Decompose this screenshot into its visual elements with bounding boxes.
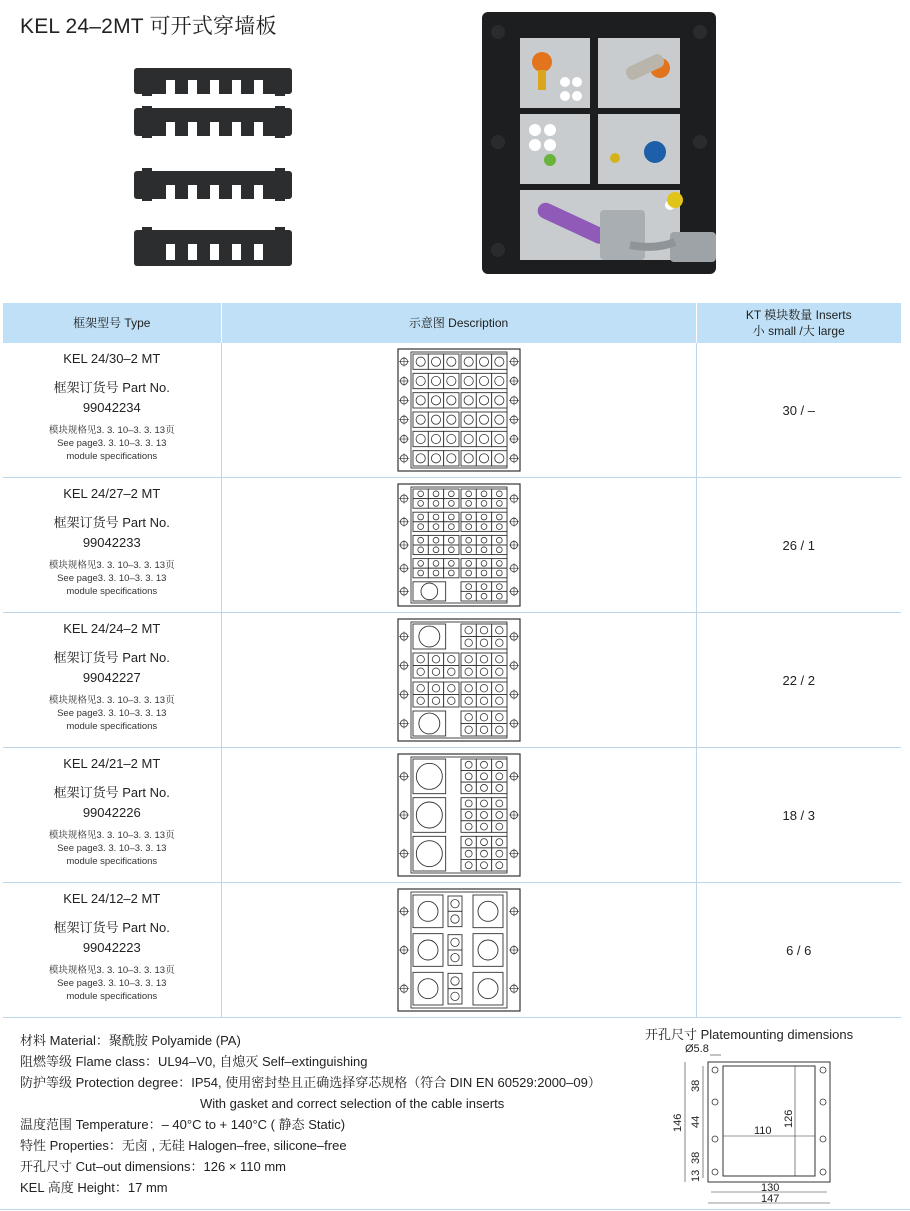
type-cell: [3, 343, 221, 478]
header-inserts: [696, 303, 901, 343]
dim-146: 146: [672, 1113, 684, 1132]
part-number: 99042223: [82, 940, 141, 955]
dim-130: 130: [761, 1182, 780, 1194]
spec-material: 材料 Material：聚酰胺 Polyamide (PA): [20, 1033, 241, 1048]
part-number: 99042233: [82, 535, 141, 550]
page-title: KEL 24–2MT 可开式穿墙板: [20, 15, 277, 38]
spec-properties: 特性 Properties：无卤 , 无硅 Halogen–free, silicone–free: [20, 1138, 347, 1153]
header-description: 示意图 Description: [221, 303, 696, 343]
inserts-count: 18 / 3: [696, 748, 901, 883]
type-name: KEL 24/24–2 MT: [63, 621, 161, 636]
table-header-row: [3, 303, 901, 343]
dim-13: 13: [690, 1169, 702, 1182]
module-note: 模块规格见3. 3. 10–3. 3. 13页 See page3. 3. 10–3. 3. 13 module specifications: [48, 425, 175, 462]
spec-cutout: 开孔尺寸 Cut–out dimensions：126 × 110 mm: [20, 1159, 287, 1174]
type-name: KEL 24/12–2 MT: [63, 891, 161, 906]
dim-38-top: 38: [690, 1079, 702, 1092]
type-name: KEL 24/30–2 MT: [63, 351, 161, 366]
description-cell: [221, 883, 696, 1018]
table-row: [3, 478, 901, 613]
dim-110: 110: [754, 1125, 772, 1137]
part-label: 框架订货号 Part No.: [53, 380, 170, 395]
dim-38-bottom: 38: [690, 1151, 702, 1164]
description-cell: [221, 343, 696, 478]
product-table: [3, 303, 901, 1018]
inserts-count: 26 / 1: [696, 478, 901, 613]
frame-diagram-27: [397, 483, 521, 607]
module-note: 模块规格见3. 3. 10–3. 3. 13页 See page3. 3. 10–3. 3. 13 module specifications: [48, 560, 175, 597]
type-name: KEL 24/27–2 MT: [63, 486, 161, 501]
inserts-count: 6 / 6: [696, 883, 901, 1018]
type-cell: [3, 478, 221, 613]
inserts-count: 30 / –: [696, 343, 901, 478]
part-number: 99042227: [82, 670, 141, 685]
table-row: [3, 613, 901, 748]
dim-126: 126: [783, 1109, 795, 1128]
module-note: 模块规格见3. 3. 10–3. 3. 13页 See page3. 3. 10–3. 3. 13 module specifications: [48, 830, 175, 867]
part-label: 框架订货号 Part No.: [53, 785, 170, 800]
header-type: 框架型号 Type: [3, 303, 221, 343]
description-cell: [221, 613, 696, 748]
platemounting-drawing: [665, 1040, 845, 1208]
part-label: 框架订货号 Part No.: [53, 650, 170, 665]
table-row: [3, 748, 901, 883]
spec-protection: 防护等级 Protection degree：IP54, 使用密封垫且正确选择穿芯规格（符合 DIN EN 60529:2000–09）: [20, 1075, 601, 1090]
spec-flame-class: 阻燃等级 Flame class：UL94–V0, 自熄灭 Self–extinguishing: [20, 1054, 368, 1069]
dimensions-title: 开孔尺寸 Platemounting dimensions: [645, 1027, 854, 1042]
part-number: 99042226: [82, 805, 141, 820]
inserts-count: 22 / 2: [696, 613, 901, 748]
dim-44: 44: [690, 1115, 702, 1128]
table-row: [3, 343, 901, 478]
frame-diagram-24: [397, 618, 521, 742]
type-cell: [3, 883, 221, 1018]
type-name: KEL 24/21–2 MT: [63, 756, 161, 771]
frame-diagram-21: [397, 753, 521, 877]
part-number: 99042234: [82, 400, 141, 415]
description-cell: [221, 748, 696, 883]
spec-temperature: 温度范围 Temperature：– 40°C to + 140°C ( 静态 Static): [20, 1117, 346, 1132]
frame-diagram-30: [397, 348, 521, 472]
spec-height: KEL 高度 Height：17 mm: [20, 1180, 168, 1195]
specifications: [20, 1030, 601, 1198]
description-cell: [221, 478, 696, 613]
type-cell: [3, 613, 221, 748]
module-note: 模块规格见3. 3. 10–3. 3. 13页 See page3. 3. 10–3. 3. 13 module specifications: [48, 965, 175, 1002]
frame-parts-photo: [130, 58, 298, 273]
dim-147: 147: [761, 1193, 780, 1205]
header-inserts-line2: 小 small /大 large: [752, 324, 845, 338]
assembled-frame-photo: [480, 10, 720, 278]
module-note: 模块规格见3. 3. 10–3. 3. 13页 See page3. 3. 10–3. 3. 13 module specifications: [48, 695, 175, 732]
bottom-divider: [0, 1209, 910, 1210]
part-label: 框架订货号 Part No.: [53, 920, 170, 935]
header-inserts-line1: KT 模块数量 Inserts: [745, 308, 852, 322]
type-cell: [3, 748, 221, 883]
table-row: [3, 883, 901, 1018]
spec-protection-cont: With gasket and correct selection of the cable inserts: [200, 1096, 505, 1111]
frame-diagram-12: [397, 888, 521, 1012]
part-label: 框架订货号 Part No.: [53, 515, 170, 530]
dim-hole: Ø5.8: [685, 1043, 709, 1055]
